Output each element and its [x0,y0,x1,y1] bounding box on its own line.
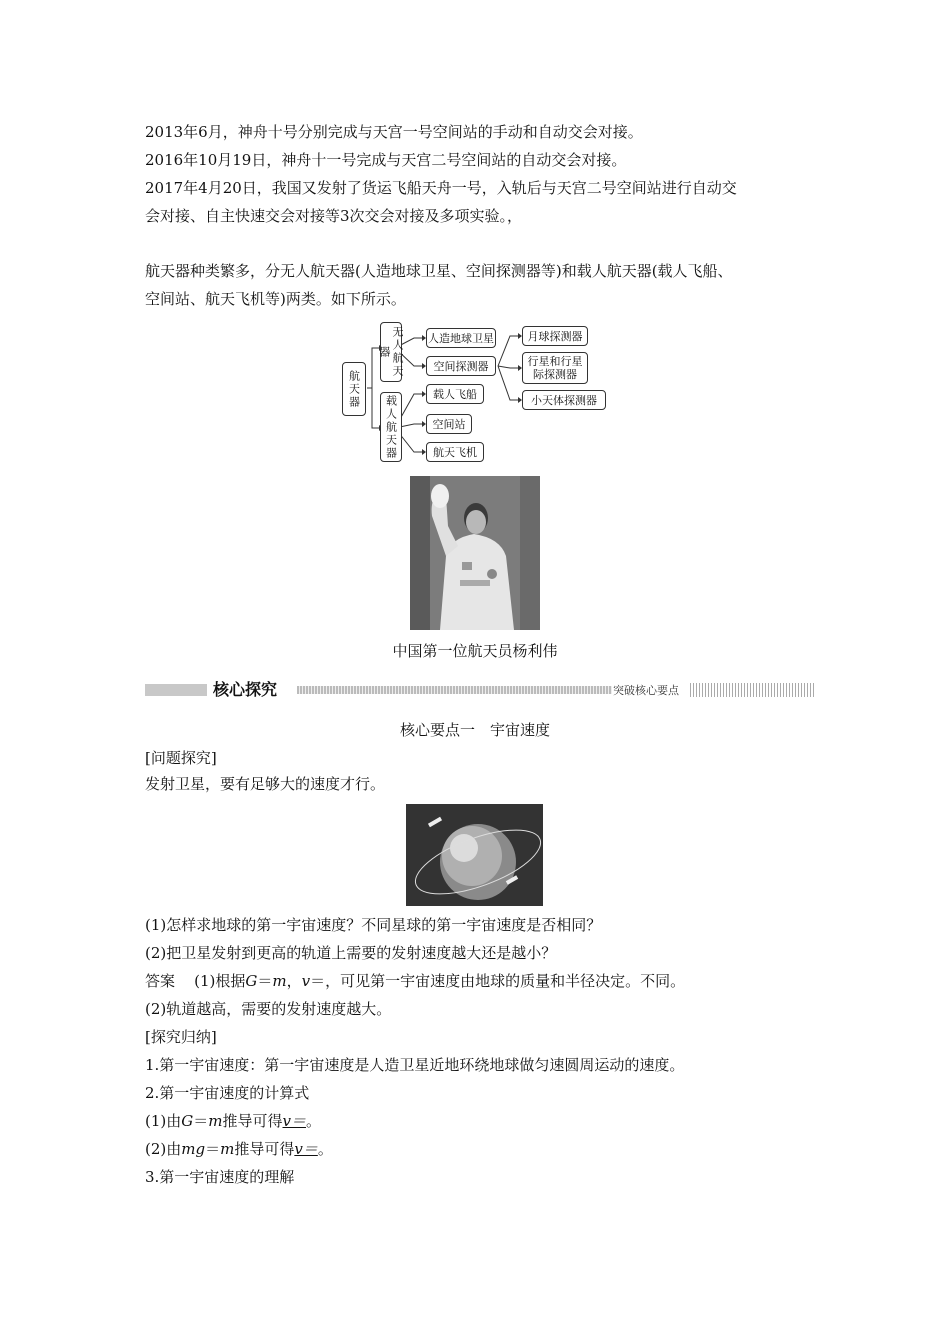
classify-line-1: 航天器种类繁多，分无人航天器(人造地球卫星、空间探测器等)和载人航天器(载人飞船、 [145,262,733,280]
s2a-m: m [208,1112,223,1130]
banner-title: 核心探究 [213,680,278,699]
tree-moon-probe: 月球探测器 [522,326,588,346]
question-2: (2)把卫星发射到更高的轨道上需要的发射速度越大还是越小？ [145,944,557,962]
symbol-v: v [301,972,311,990]
symbol-eq: ＝ [257,972,273,990]
summary-2b [145,1136,815,1162]
question-1: (1)怎样求地球的第一宇宙速度？不同星球的第一宇宙速度是否相同？ [145,916,602,934]
section-title: 核心要点一 宇宙速度 [399,721,550,739]
problem-intro: 发射卫星，要有足够大的速度才行。 [145,775,386,793]
section-banner [145,680,815,700]
s2b-eq: ＝ [205,1140,221,1158]
s2b-end: 。 [317,1140,333,1158]
s2a-mid: 推导可得 [222,1112,283,1130]
s2a-pre: (1)由 [145,1112,182,1130]
photo-caption: 中国第一位航天员杨利伟 [392,642,558,660]
summary-2a [145,1108,815,1134]
s2a-eq: ＝ [193,1112,209,1130]
symbol-G: G [245,972,258,990]
s2b-mg: mg [181,1140,206,1158]
tree-satellite: 人造地球卫星 [426,328,496,348]
summary-3: 3.第一宇宙速度的理解 [145,1168,295,1186]
symbol-veq: ＝ [310,972,326,990]
tree-planet-probe: 行星和行星际探测器 [522,352,588,384]
s2a-end: 。 [305,1112,321,1130]
banner-subtitle: 突破核心要点 [613,684,679,697]
tree-station: 空间站 [426,414,472,434]
answer-text-end: ，可见第一宇宙速度由地球的质量和半径决定。不同。 [325,972,686,990]
summary-2: 2.第一宇宙速度的计算式 [145,1084,310,1102]
astronaut-photo [410,476,540,630]
intro-line-4: 会对接、自主快速交会对接等3次交会对接及多项实验。， [145,207,523,225]
intro-line-3: 2017年4月20日，我国又发射了货运飞船天舟一号，入轨后与天宫二号空间站进行自动交 [145,179,737,197]
tree-small-body-probe: 小天体探测器 [522,390,606,410]
tree-unmanned: 无人航天器 [380,322,402,382]
s2a-v: v＝ [282,1112,306,1130]
summary-label: [探究归纳] [145,1028,217,1046]
intro-line-1: 2013年6月，神舟十号分别完成与天宫一号空间站的手动和自动交会对接。 [145,123,643,141]
summary-1: 1.第一宇宙速度：第一宇宙速度是人造卫星近地环绕地球做匀速圆周运动的速度。 [145,1056,685,1074]
s2b-mid: 推导可得 [234,1140,295,1158]
tree-root: 航天器 [342,362,366,416]
tree-probe: 空间探测器 [426,356,496,376]
answer-line-2: (2)轨道越高，需要的发射速度越大。 [145,1000,392,1018]
answer-line-1 [145,968,815,994]
answer-sep: ， [286,972,302,990]
spacecraft-classification-diagram [342,322,608,464]
satellite-earth-image [406,804,543,906]
symbol-m: m [272,972,287,990]
tree-shuttle: 航天飞机 [426,442,484,462]
problem-label: [问题探究] [145,749,217,767]
s2b-m: m [220,1140,235,1158]
classify-line-2: 空间站、航天飞机等)两类。如下所示。 [145,290,406,308]
s2a-G: G [181,1112,194,1130]
intro-line-2: 2016年10月19日，神舟十一号完成与天宫二号空间站的自动交会对接。 [145,151,627,169]
answer-label: 答案 [145,972,176,990]
tree-manned: 载人航天器 [380,392,402,462]
s2b-v: v＝ [294,1140,318,1158]
s2b-pre: (2)由 [145,1140,182,1158]
astronaut-figure [410,476,540,630]
tree-spaceship: 载人飞船 [426,384,484,404]
answer-text: (1)根据 [194,972,246,990]
earth-orbit-drawing [406,804,543,906]
